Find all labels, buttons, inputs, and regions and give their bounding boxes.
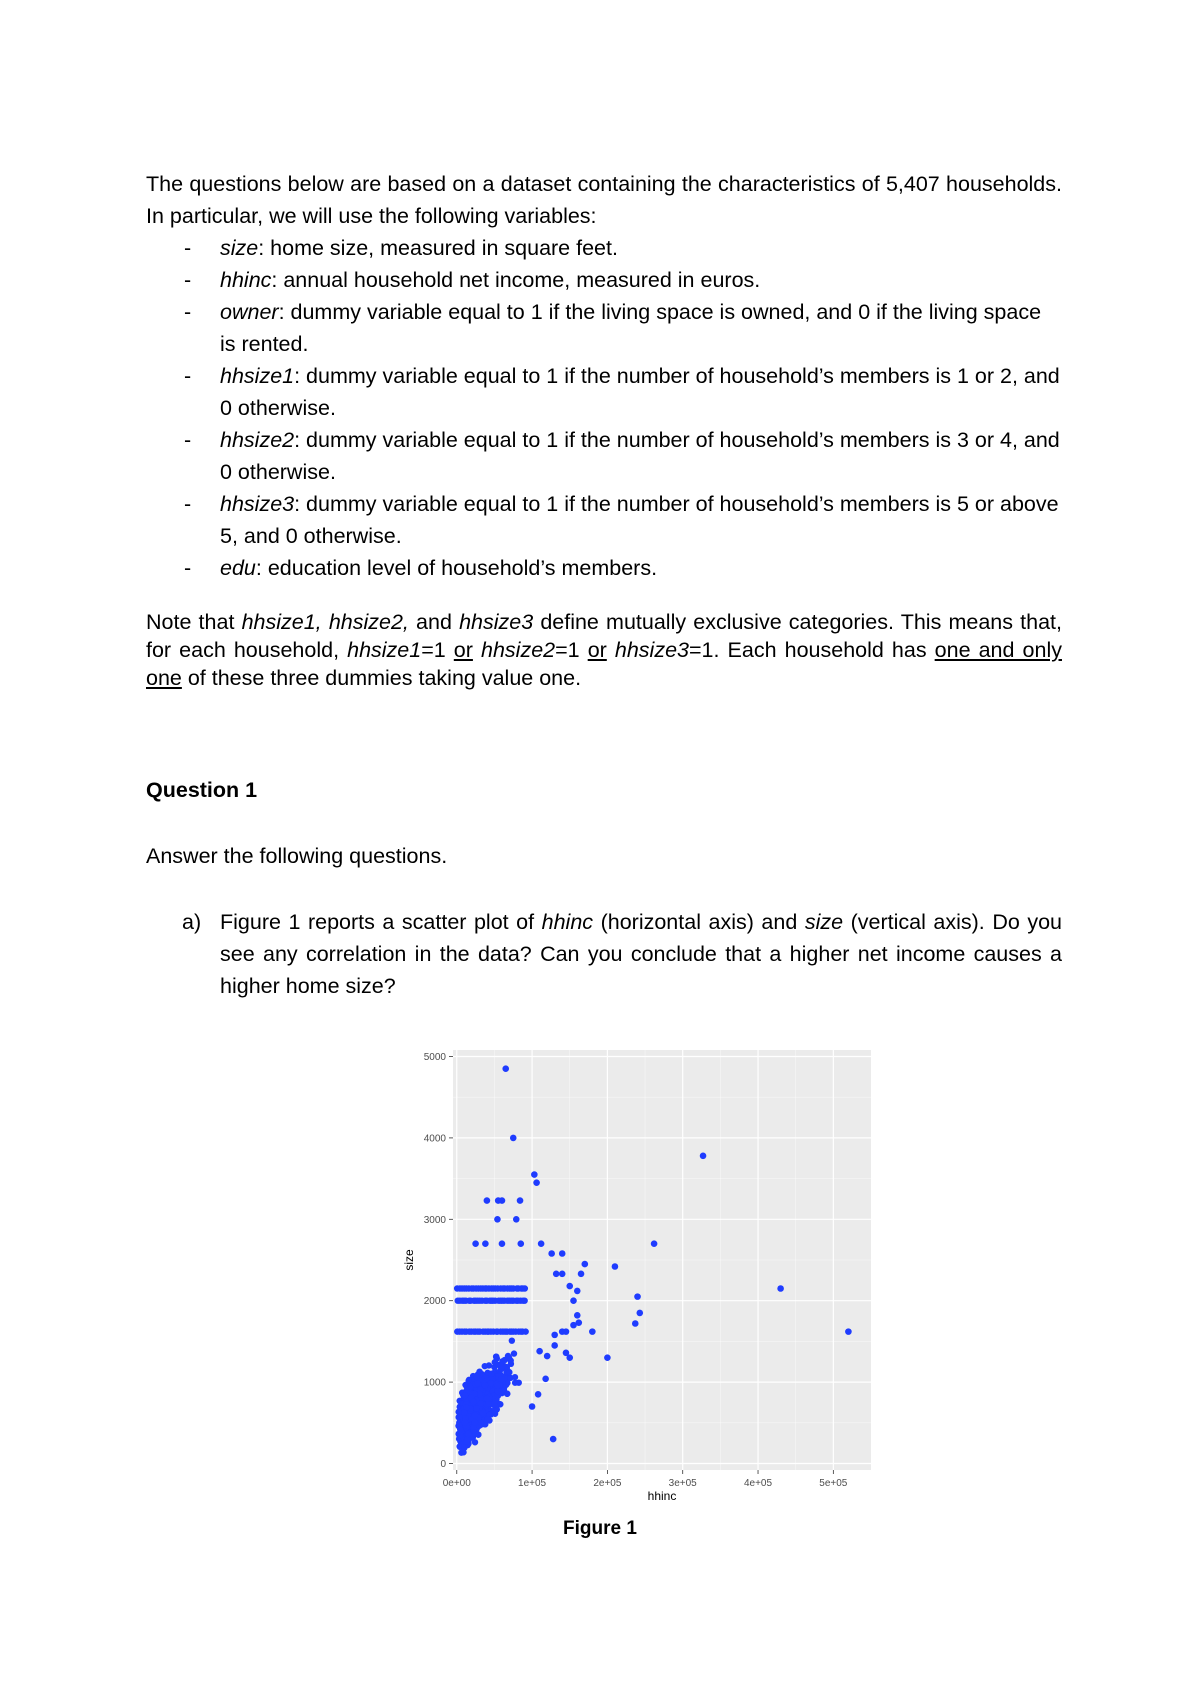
variable-description: : dummy variable equal to 1 if the number of household’s members is 1 or 2, and 0 otherwise. [220, 364, 1060, 420]
variable-name: owner [220, 300, 279, 324]
data-point [563, 1328, 570, 1335]
data-point [499, 1240, 506, 1247]
data-point [517, 1197, 524, 1204]
y-tick-label: 0 [440, 1458, 446, 1470]
variable-list [146, 232, 1062, 584]
y-tick-label: 5000 [423, 1052, 446, 1064]
cloud-point [512, 1374, 518, 1380]
data-point [566, 1354, 573, 1361]
data-point [544, 1353, 551, 1360]
data-point [700, 1153, 707, 1160]
data-point [548, 1250, 555, 1257]
data-point [517, 1240, 524, 1247]
data-point [632, 1320, 639, 1327]
data-point [559, 1250, 566, 1257]
data-point [634, 1293, 641, 1300]
question-heading: Question 1 [146, 778, 258, 802]
x-tick-label: 3e+05 [668, 1478, 697, 1489]
list-item: - hhinc: annual household net income, measured in euros. [184, 268, 761, 292]
cloud-point [472, 1412, 478, 1418]
data-point [777, 1285, 784, 1292]
data-point [551, 1342, 558, 1349]
variable-description: : education level of household’s members. [255, 556, 658, 580]
variable-name: edu [220, 556, 256, 580]
list-item: - size: home size, measured in square feet. [184, 236, 618, 260]
data-point [553, 1271, 560, 1278]
cloud-point [498, 1366, 504, 1372]
data-point [604, 1354, 611, 1361]
figure-caption: Figure 1 [563, 1518, 637, 1539]
data-point [529, 1403, 536, 1410]
variable-name: hhsize1 [220, 364, 295, 388]
list-item: - hhsize3: dummy variable equal to 1 if the number of household’s members is 5 or above 5, and 0 otherwise. [184, 492, 1059, 548]
data-point [566, 1283, 573, 1290]
data-point [472, 1240, 479, 1247]
cloud-point [521, 1297, 527, 1303]
cloud-point [493, 1353, 499, 1359]
data-point [531, 1171, 538, 1178]
cloud-point [506, 1369, 512, 1375]
intro-paragraph: The questions below are based on a dataset containing the characteristics of 5,407 households. In particular, we will use the following variables: [146, 172, 1062, 228]
y-tick-label: 4000 [423, 1133, 446, 1145]
cloud-point [472, 1419, 478, 1425]
question-intro: Answer the following questions. [146, 844, 448, 868]
cloud-point [512, 1380, 518, 1386]
variable-description: : home size, measured in square feet. [258, 236, 618, 260]
cloud-point [461, 1409, 467, 1415]
data-point [482, 1240, 489, 1247]
x-tick-label: 1e+05 [518, 1478, 547, 1489]
cloud-point [471, 1398, 477, 1404]
cloud-point [511, 1350, 517, 1356]
data-point [582, 1261, 589, 1268]
data-point [651, 1240, 658, 1247]
data-point [502, 1065, 509, 1072]
cloud-point [484, 1416, 490, 1422]
x-tick-label: 0e+00 [442, 1478, 471, 1489]
cloud-point [461, 1444, 467, 1450]
cloud-point [482, 1363, 488, 1369]
document-body [146, 168, 1062, 1002]
variable-name: size [220, 236, 259, 260]
variable-description: : dummy variable equal to 1 if the living space is owned, and 0 if the living space is rented. [220, 300, 1042, 356]
variable-description: : dummy variable equal to 1 if the number of household’s members is 3 or 4, and 0 otherwise. [220, 428, 1060, 484]
scatter-plot [395, 1040, 885, 1510]
cloud-point [509, 1337, 515, 1343]
cloud-point [478, 1400, 484, 1406]
data-point [570, 1297, 577, 1304]
data-point [574, 1312, 581, 1319]
data-point [578, 1271, 585, 1278]
data-point [559, 1271, 566, 1278]
cloud-point [462, 1419, 468, 1425]
cloud-point [482, 1382, 488, 1388]
data-point [510, 1135, 517, 1142]
y-tick-label: 1000 [423, 1377, 446, 1389]
cloud-point [484, 1395, 490, 1401]
data-point [535, 1391, 542, 1398]
y-axis [424, 1052, 453, 1470]
y-tick-label: 3000 [423, 1214, 446, 1226]
cloud-point [492, 1359, 498, 1365]
cloud-point [502, 1357, 508, 1363]
x-tick-label: 4e+05 [743, 1478, 773, 1489]
variable-name: hhsize3 [220, 492, 295, 516]
cloud-point [504, 1391, 510, 1397]
cloud-point [474, 1380, 480, 1386]
data-point [494, 1216, 501, 1223]
y-tick-label: 2000 [423, 1296, 446, 1308]
x-tick-label: 2e+05 [593, 1478, 622, 1489]
cloud-point [498, 1376, 504, 1382]
data-point [536, 1348, 543, 1355]
list-item: - edu: education level of household’s members. [184, 556, 658, 580]
cloud-point [462, 1392, 468, 1398]
note-paragraph: Note that hhsize1, hhsize2, and hhsize3 define mutually exclusive categories. This means that, for each household, hhsize1=1 or hhsize2=1 or hhsize3=1. Each household has one and only one of these three dummies taking value one. [146, 610, 1062, 690]
cloud-point [457, 1426, 463, 1432]
x-axis-label: hhinc [647, 1489, 677, 1503]
data-point [513, 1216, 520, 1223]
data-point [574, 1288, 581, 1295]
x-tick-label: 5e+05 [819, 1478, 848, 1489]
cloud-point [494, 1382, 500, 1388]
cloud-point [473, 1405, 479, 1411]
variable-name: hhinc [220, 268, 272, 292]
data-point [845, 1328, 852, 1335]
list-item: - hhsize1: dummy variable equal to 1 if the number of household’s members is 1 or 2, and 0 otherwise. [184, 364, 1060, 420]
data-point [551, 1332, 558, 1339]
cloud-point [488, 1371, 494, 1377]
data-point [538, 1240, 545, 1247]
data-point [589, 1328, 596, 1335]
cloud-point [488, 1380, 494, 1386]
variable-description: : annual household net income, measured in euros. [271, 268, 761, 292]
data-point [533, 1179, 540, 1186]
data-point [484, 1197, 491, 1204]
list-item: - owner: dummy variable equal to 1 if the living space is owned, and 0 if the living space is rented. [184, 300, 1042, 356]
data-point [542, 1376, 549, 1383]
list-item: - hhsize2: dummy variable equal to 1 if the number of household’s members is 3 or 4, and 0 otherwise. [184, 428, 1060, 484]
cloud-point [522, 1328, 528, 1334]
y-axis-label: size [402, 1249, 416, 1271]
variable-name: hhsize2 [220, 428, 295, 452]
question-label: a) [182, 910, 202, 934]
cloud-point [465, 1431, 471, 1437]
question-a: a) Figure 1 reports a scatter plot of hhinc (horizontal axis) and size (vertical axis). Do you see any correlation in the data? Can you conclude that a higher net income causes a higher home size? [146, 906, 1062, 1002]
x-axis [443, 1470, 848, 1489]
data-point [499, 1197, 506, 1204]
data-point [612, 1263, 619, 1270]
cloud-point [494, 1388, 500, 1394]
data-point [550, 1436, 557, 1443]
cloud-point [464, 1436, 470, 1442]
data-point [636, 1310, 643, 1317]
cloud-point [480, 1410, 486, 1416]
variable-description: : dummy variable equal to 1 if the number of household’s members is 5 or above 5, and 0 otherwise. [220, 492, 1059, 548]
cloud-point [491, 1401, 497, 1407]
cloud-point [522, 1285, 528, 1291]
data-point [570, 1322, 577, 1329]
